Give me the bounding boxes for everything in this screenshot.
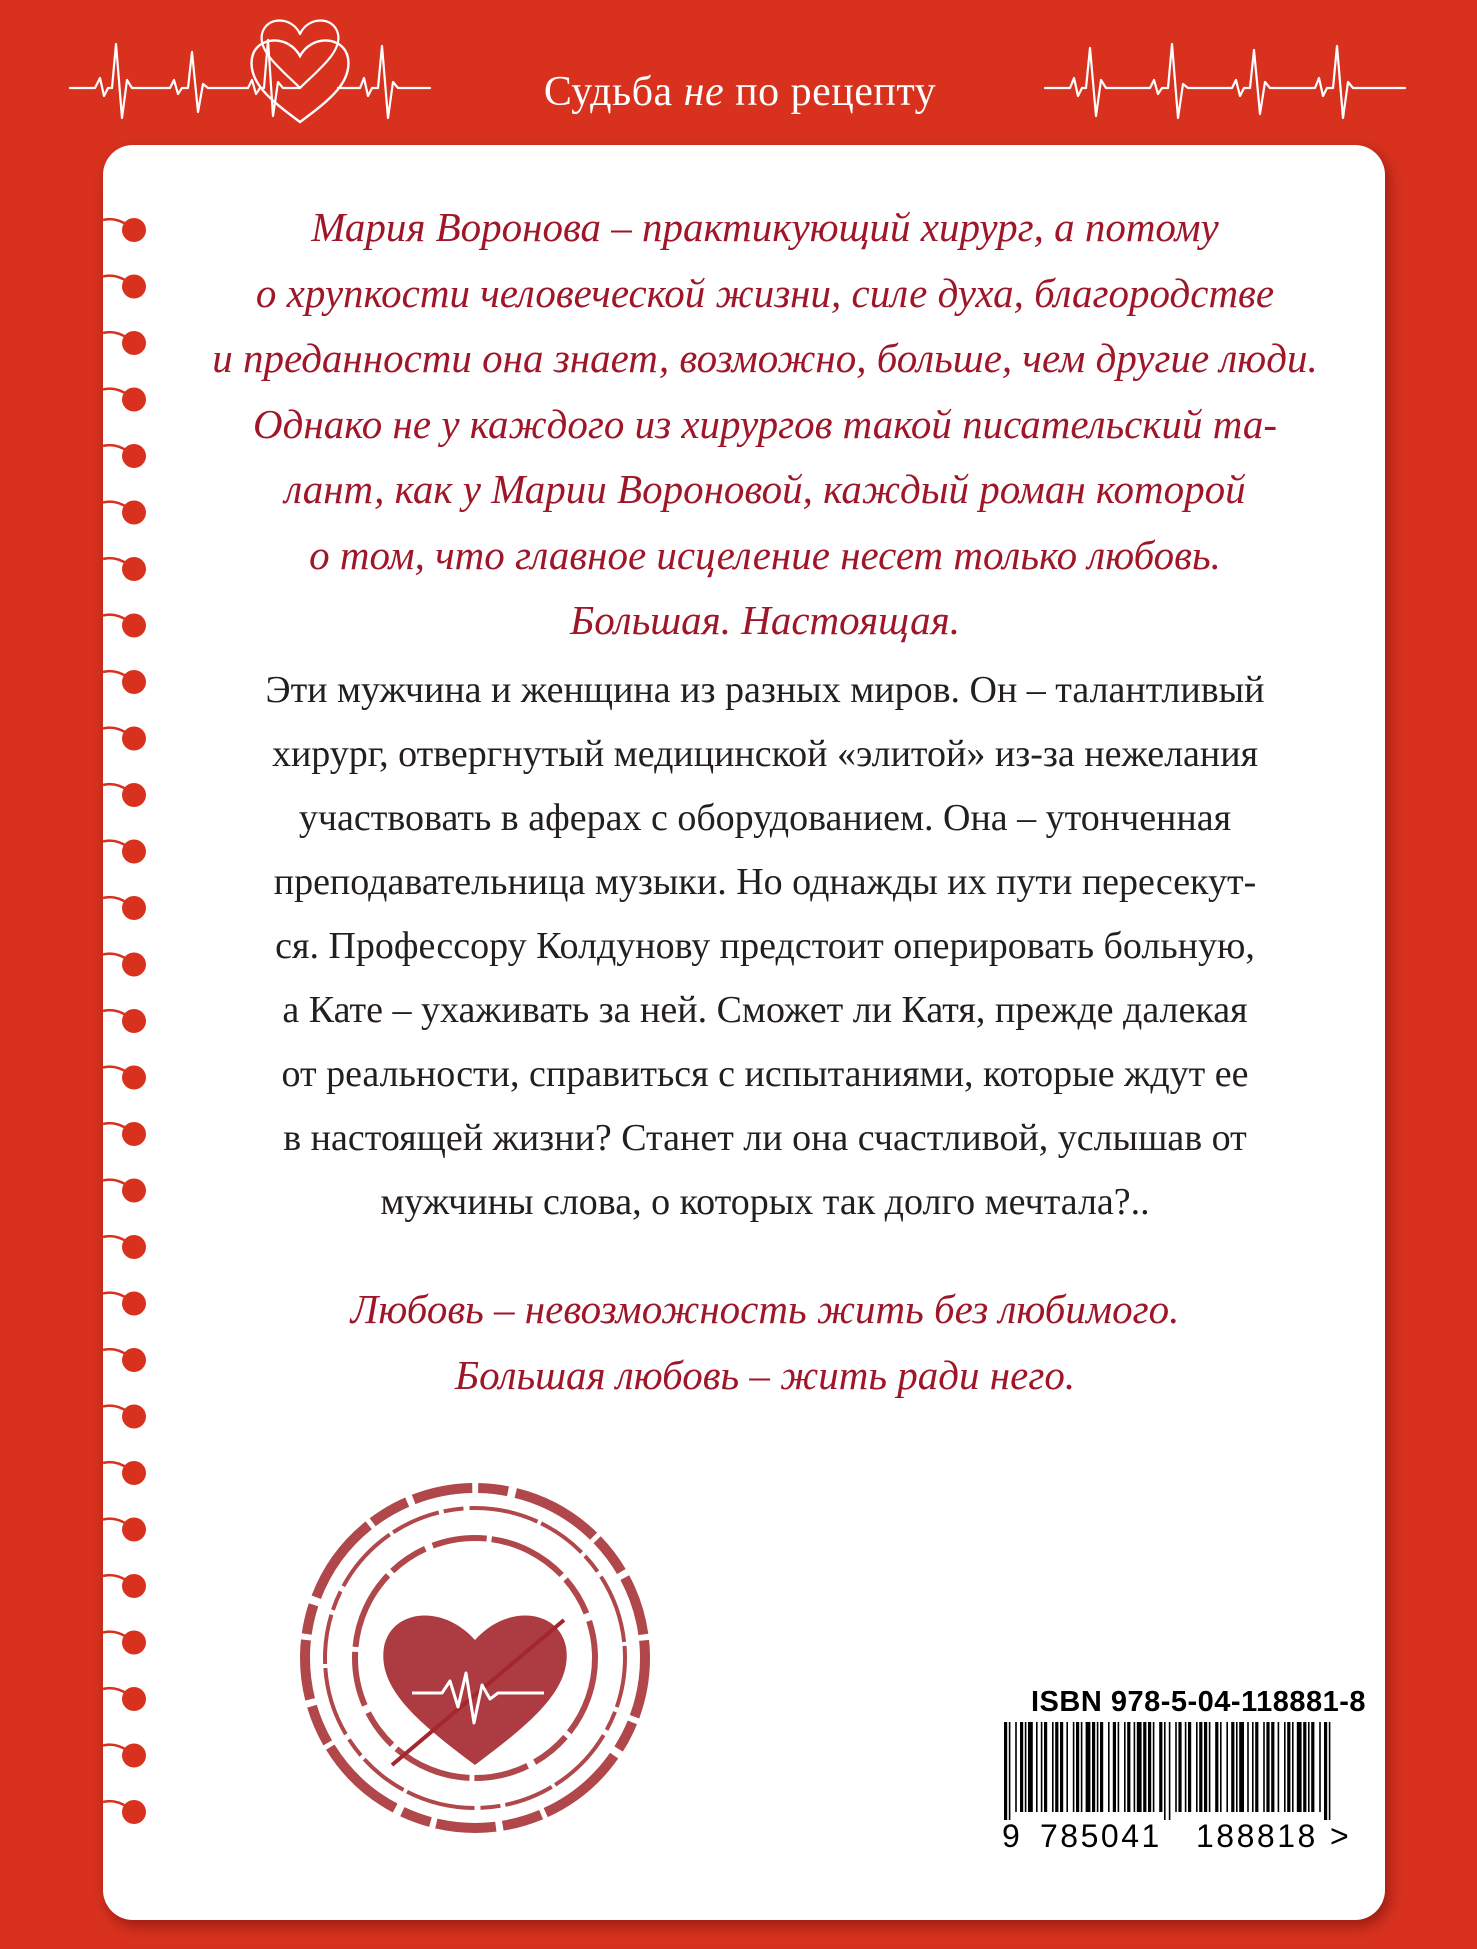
barcode-bar xyxy=(1066,1722,1068,1812)
barcode-bar xyxy=(1036,1722,1038,1812)
barcode-bar xyxy=(1329,1722,1331,1820)
intro-line: лант, как у Марии Вороновой, каждый роман которой xyxy=(284,466,1246,512)
barcode-digit-end: > xyxy=(1330,1818,1349,1854)
barcode-bar xyxy=(1004,1722,1007,1820)
synopsis-line: Эти мужчина и женщина из разных миров. Он – талантливый xyxy=(265,669,1265,711)
barcode-digits xyxy=(1000,1818,1350,1858)
barcode-bar xyxy=(1252,1722,1254,1812)
barcode-bar xyxy=(1118,1722,1120,1812)
synopsis-line: мужчины слова, о которых так долго мечтала?.. xyxy=(380,1181,1150,1223)
barcode-bar xyxy=(1055,1722,1058,1812)
barcode-bar xyxy=(1175,1722,1177,1812)
series-title: Судьба не по рецепту xyxy=(440,62,1040,122)
barcode-bar xyxy=(1060,1722,1063,1812)
barcode-bar xyxy=(1239,1722,1244,1812)
barcode-bar xyxy=(1311,1722,1314,1812)
barcode-bar xyxy=(1263,1722,1265,1812)
intro-line: Однако не у каждого из хирургов такой писательский та- xyxy=(253,400,1277,447)
barcode-bar xyxy=(1231,1722,1234,1812)
barcode-bar xyxy=(1015,1722,1017,1812)
synopsis-line: а Кате – ухаживать за ней. Сможет ли Катя, прежде далекая xyxy=(282,989,1248,1031)
barcode-bar xyxy=(1025,1722,1027,1812)
barcode-bar xyxy=(1124,1722,1126,1812)
isbn-label: ISBN 978-5-04-118881-8 xyxy=(1031,1686,1367,1718)
barcode-bar xyxy=(1100,1722,1103,1812)
barcode-bar xyxy=(1199,1722,1202,1812)
barcode-bar xyxy=(1153,1722,1155,1812)
barcode-bar xyxy=(1196,1722,1198,1812)
barcode-bar xyxy=(1287,1722,1290,1812)
barcode-bar xyxy=(1009,1722,1011,1820)
barcode-bar xyxy=(1113,1722,1116,1812)
synopsis-line: хирург, отвергнутый медицинской «элитой» из-за нежелания xyxy=(271,733,1259,775)
synopsis-line: ся. Профессору Колдунову предстоит оперировать больную, xyxy=(275,925,1255,967)
barcode-bar xyxy=(1028,1722,1033,1812)
barcode-bar xyxy=(1137,1722,1142,1812)
barcode-bar xyxy=(1278,1722,1280,1812)
barcode-bar xyxy=(1284,1722,1286,1812)
barcode-bar xyxy=(1297,1722,1302,1812)
barcode-bar xyxy=(1020,1722,1023,1812)
barcode-bar xyxy=(1204,1722,1207,1812)
barcode-bar xyxy=(1164,1722,1166,1820)
barcode-icon xyxy=(1000,1722,1350,1820)
barcode-bar xyxy=(1319,1722,1321,1812)
intro-line: и преданности она знает, возможно, больше, чем другие люди. xyxy=(212,335,1318,381)
barcode-bar xyxy=(1185,1722,1187,1812)
synopsis-line: в настоящей жизни? Станет ли она счастливой, услышав от xyxy=(283,1117,1247,1159)
barcode-bar xyxy=(1073,1722,1075,1812)
author-intro xyxy=(190,195,1340,654)
intro-line: Большая. Настоящая. xyxy=(570,597,960,643)
quote-line: Любовь – невозможность жить без любимого. xyxy=(350,1286,1180,1332)
intro-line: Мария Воронова – практикующий хирург, а потому xyxy=(311,204,1219,250)
barcode-bar xyxy=(1247,1722,1249,1812)
barcode-bar xyxy=(1097,1722,1099,1812)
barcode-bar xyxy=(1148,1722,1151,1812)
barcode-digit-group-left: 785041 xyxy=(1040,1818,1162,1854)
barcode-bar xyxy=(1081,1722,1083,1812)
barcode-bar xyxy=(1169,1722,1171,1820)
heart-stamp-icon xyxy=(292,1475,658,1841)
intro-line: о том, что главное исцеление несет только любовь. xyxy=(309,531,1221,578)
barcode-bar xyxy=(1220,1722,1222,1812)
synopsis-line: преподавательница музыки. Но однажды их пути пересекут- xyxy=(273,861,1257,903)
barcode-bar xyxy=(1215,1722,1218,1812)
barcode-bar xyxy=(1236,1722,1238,1812)
barcode-bar xyxy=(1159,1722,1162,1812)
barcode-bar xyxy=(1076,1722,1079,1812)
barcode-digit-lead: 9 xyxy=(1002,1818,1020,1854)
barcode-bar xyxy=(1266,1722,1269,1812)
barcode-bar xyxy=(1044,1722,1047,1812)
barcode-bar xyxy=(1143,1722,1146,1812)
book-synopsis xyxy=(190,658,1340,1234)
synopsis-line: участвовать в аферах с оборудованием. Она – утонченная xyxy=(298,797,1232,839)
barcode-bar xyxy=(1134,1722,1136,1812)
barcode-bar xyxy=(1041,1722,1043,1812)
barcode-bar xyxy=(1188,1722,1191,1812)
barcode-digit-group-right: 188818 xyxy=(1196,1818,1318,1854)
closing-quote xyxy=(190,1276,1340,1408)
barcode-bar xyxy=(1303,1722,1306,1812)
barcode-bar xyxy=(1086,1722,1091,1812)
barcode-bar xyxy=(1209,1722,1211,1812)
quote-line: Большая любовь – жить ради него. xyxy=(454,1352,1076,1398)
barcode-bar xyxy=(1255,1722,1258,1812)
barcode-bar xyxy=(1092,1722,1095,1812)
barcode-bar xyxy=(1308,1722,1310,1812)
synopsis-line: от реальности, справиться с испытаниями, которые ждут ее xyxy=(281,1053,1249,1095)
barcode-bar xyxy=(1108,1722,1110,1812)
barcode-bar xyxy=(1324,1722,1327,1820)
barcode-bar xyxy=(1178,1722,1181,1812)
barcode-bar xyxy=(1271,1722,1274,1812)
barcode-bar xyxy=(1292,1722,1294,1812)
intro-line: о хрупкости человеческой жизни, силе духа, благородстве xyxy=(255,269,1275,316)
barcode-bar xyxy=(1127,1722,1130,1812)
barcode-bar xyxy=(1052,1722,1054,1812)
barcode-bar xyxy=(1226,1722,1228,1812)
